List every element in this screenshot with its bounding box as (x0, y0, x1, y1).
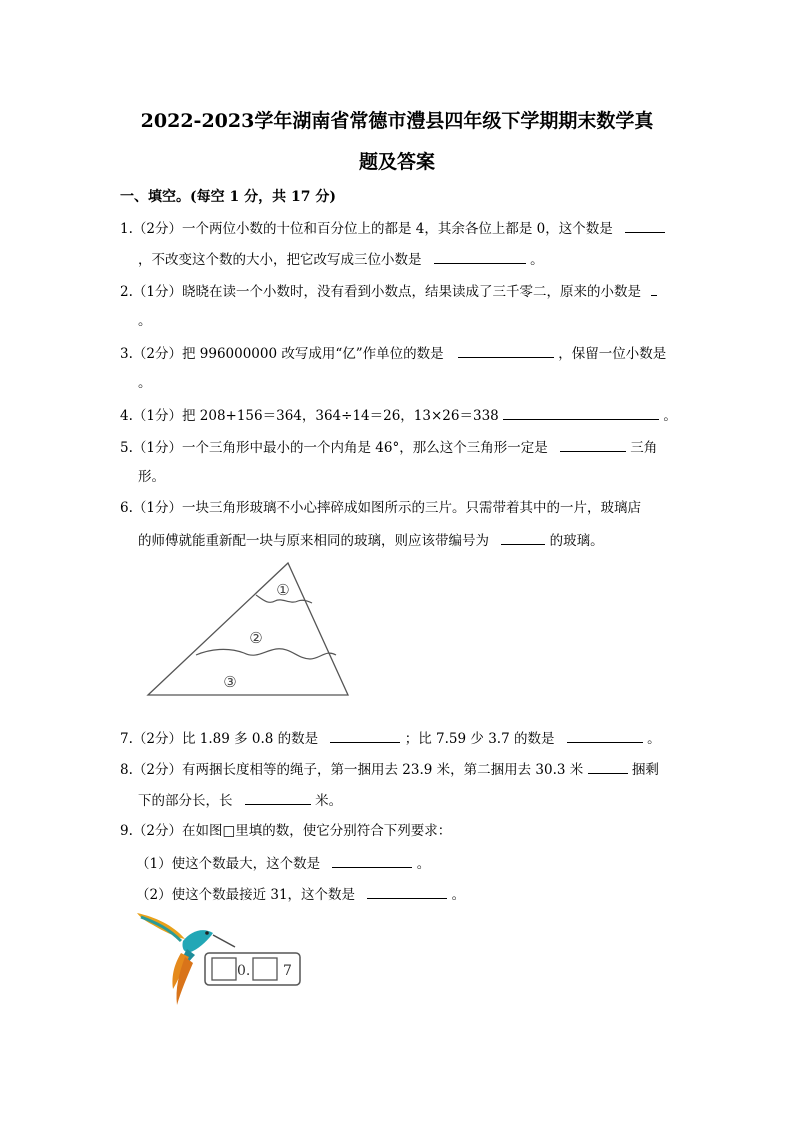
question-1-line-2 (138, 249, 544, 269)
question-5-end: 形。 (138, 469, 165, 485)
section-heading: 一、填空。(每空 1 分，共 17 分) (120, 189, 336, 205)
digit-box-1[interactable] (212, 958, 236, 980)
answer-blank[interactable] (458, 343, 554, 358)
question-8-line-2 (138, 790, 342, 810)
question-9-sub-2-end: 。 (451, 887, 466, 903)
answer-blank[interactable] (651, 281, 657, 296)
page-title-line-1: 2022-2023学年湖南省常德市澧县四年级下学期期末数学真 (140, 110, 654, 132)
broken-glass-triangle-figure (140, 555, 355, 700)
answer-blank[interactable] (501, 530, 545, 545)
question-5-line-2 (138, 468, 165, 486)
question-1-line-1 (120, 218, 665, 238)
number-end: 7 (283, 963, 292, 979)
question-2-end: 。 (138, 313, 152, 329)
question-2-text: 2.（1分）晓晓在读一个小数时，没有看到小数点，结果读成了三千零二，原来的小数是 (120, 284, 641, 300)
question-6-text: 6.（1分）一块三角形玻璃不小心摔碎成如图所示的三片。只需带着其中的一片，玻璃店 (120, 500, 641, 516)
answer-blank[interactable] (330, 728, 400, 743)
question-3-text-2: ，保留一位小数是 (558, 346, 667, 362)
question-6-text-2: 的师傅就能重新配一块与原来相同的玻璃，则应该带编号为 (138, 533, 489, 549)
question-8-line-1 (120, 759, 659, 779)
question-6-line-2 (138, 530, 604, 550)
question-9-sub-2 (136, 884, 465, 904)
digit-box-2[interactable] (253, 958, 277, 980)
question-3-end: 。 (138, 375, 152, 391)
answer-blank[interactable] (367, 884, 447, 899)
question-1-end: 。 (530, 252, 544, 268)
question-4-end: 。 (663, 408, 677, 424)
question-3-line-2 (138, 374, 152, 392)
question-3-line-1 (120, 343, 666, 363)
answer-blank[interactable] (434, 249, 526, 264)
question-8-text-3: 下的部分长，长 (138, 793, 233, 809)
question-9-text: 9.（2分）在如图□里填的数，使它分别符合下列要求： (120, 823, 452, 839)
question-8-end: 米。 (315, 793, 343, 809)
question-7-line-1 (120, 728, 661, 748)
question-9-sub-1-text: （1）使这个数最大，这个数是 (136, 856, 321, 872)
question-9-sub-1-end: 。 (416, 856, 431, 872)
answer-blank[interactable] (588, 759, 628, 774)
question-1-text: 1.（2分）一个两位小数的十位和百分位上的都是 4，其余各位上都是 0，这个数是 (120, 221, 613, 237)
bird-eye (205, 931, 209, 935)
number-middle: 0. (237, 963, 251, 979)
question-9-line-1 (120, 822, 451, 840)
question-8-text: 8.（2分）有两捆长度相等的绳子，第一捆用去 23.9 米，第二捆用去 30.3 米 (120, 762, 584, 778)
question-9-sub-2-text: （2）使这个数最接近 31，这个数是 (136, 887, 356, 903)
page-title-line-2: 题及答案 (358, 151, 435, 173)
question-5-text: 5.（1分）一个三角形中最小的一个内角是 46°，那么这个三角形一定是 (120, 440, 548, 456)
answer-blank[interactable] (560, 437, 626, 452)
piece-label-1: ① (276, 581, 290, 599)
question-2-line-2 (138, 312, 152, 330)
question-3-text: 3.（2分）把 996000000 改写成用“亿”作单位的数是 (120, 346, 444, 362)
crack-line-2 (196, 649, 336, 659)
question-1-text-2: ，不改变这个数的大小，把它改写成三位小数是 (138, 252, 422, 268)
piece-label-2: ② (249, 629, 263, 647)
question-4-line-1 (120, 405, 677, 425)
question-5-line-1 (120, 437, 657, 457)
question-9-sub-1 (136, 853, 430, 873)
answer-blank[interactable] (625, 218, 665, 233)
piece-label-3: ③ (223, 673, 237, 691)
bird-beak (213, 935, 235, 947)
answer-blank[interactable] (245, 790, 311, 805)
question-7-text: 7.（2分）比 1.89 多 0.8 的数是 (120, 731, 319, 747)
answer-blank[interactable] (332, 853, 412, 868)
question-6-line-1 (120, 499, 641, 517)
question-5-text-2: 三角 (630, 440, 658, 456)
question-8-text-2: 捆剩 (631, 762, 659, 778)
answer-blank[interactable] (503, 405, 659, 420)
question-7-text-2: ；比 7.59 少 3.7 的数是 (404, 731, 555, 747)
triangle-outline (148, 563, 348, 695)
hummingbird-number-figure (135, 905, 310, 1010)
question-2-line-1 (120, 281, 657, 301)
question-6-end: 的玻璃。 (549, 533, 604, 549)
answer-blank[interactable] (567, 728, 643, 743)
question-7-end: 。 (647, 731, 661, 747)
question-4-text: 4.（1分）把 208+156＝364，364÷14＝26，13×26＝338 (120, 408, 499, 424)
